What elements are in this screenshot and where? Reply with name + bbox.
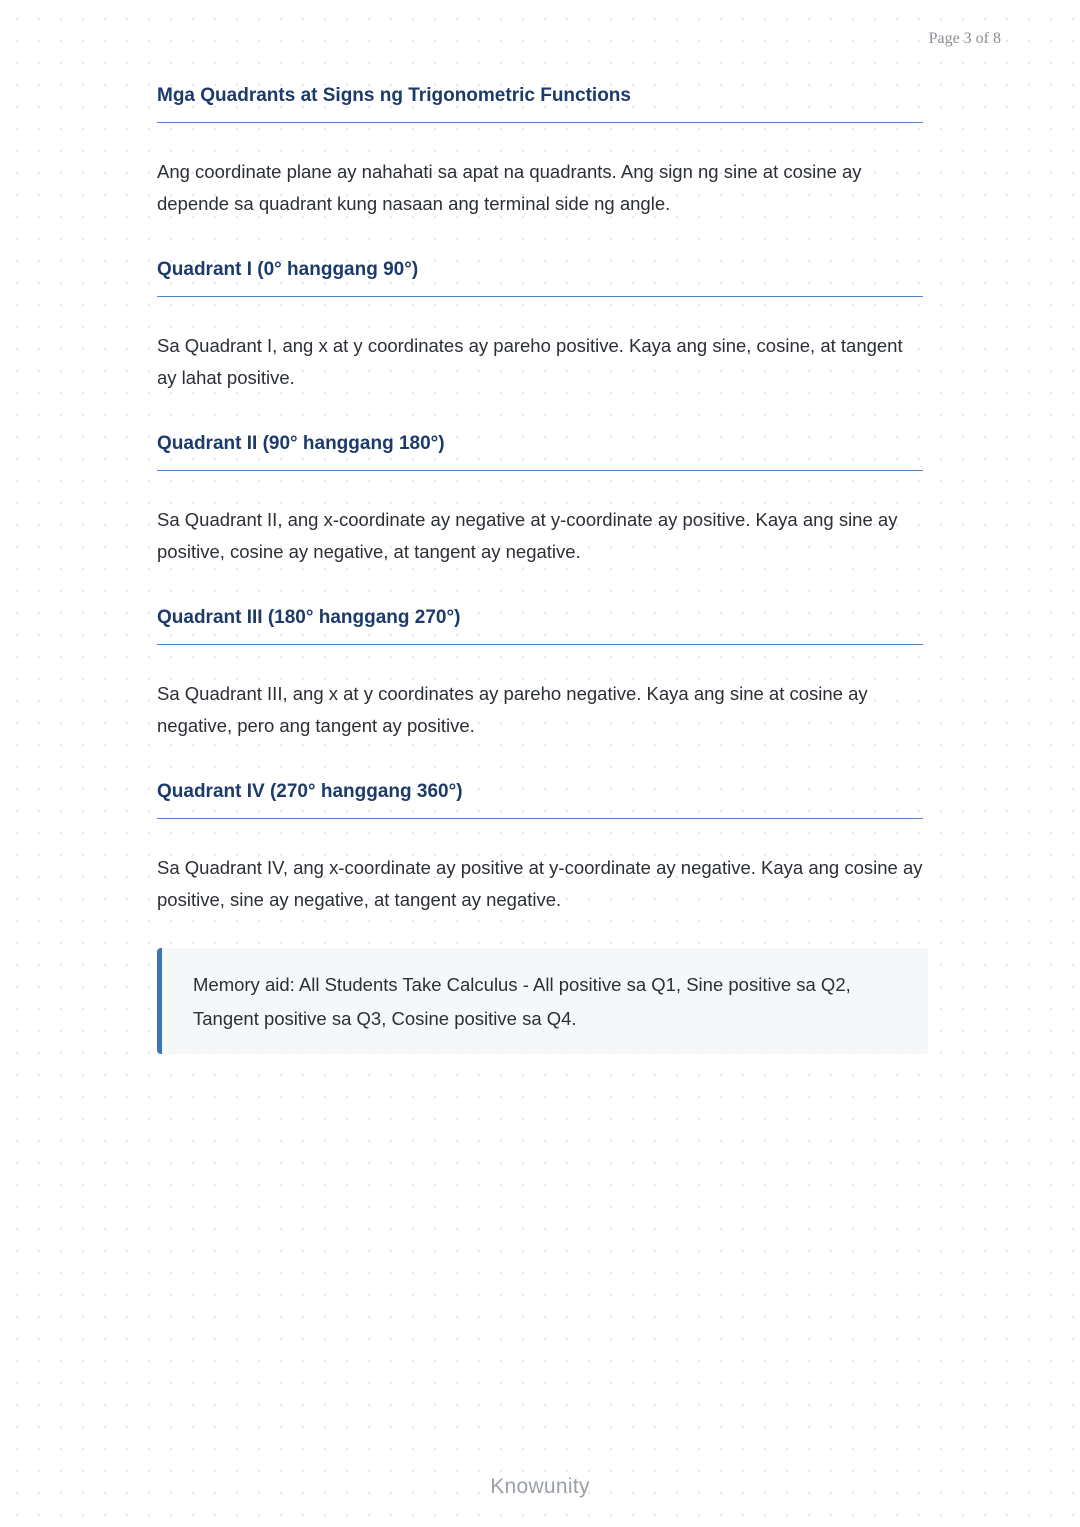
section-heading-quadrant-3: Quadrant III (180° hanggang 270°): [157, 606, 923, 645]
page-number: Page 3 of 8: [928, 30, 1001, 47]
memory-aid-text: Memory aid: All Students Take Calculus - All positive sa Q1, Sine positive sa Q2, Tangent positive sa Q3, Cosine positive sa Q4.: [193, 974, 851, 1029]
memory-aid-callout: [157, 948, 928, 1054]
section-heading-quadrant-2: Quadrant II (90° hanggang 180°): [157, 432, 923, 471]
section-body-quadrant-3: Sa Quadrant III, ang x at y coordinates ay pareho negative. Kaya ang sine at cosine ay negative, pero ang tangent ay positive.: [157, 683, 868, 736]
section-body-quadrant-4: Sa Quadrant IV, ang x-coordinate ay positive at y-coordinate ay negative. Kaya ang cosine ay positive, sine ay negative, at tangent ay negative.: [157, 857, 923, 910]
section-body-quadrant-2: Sa Quadrant II, ang x-coordinate ay negative at y-coordinate ay positive. Kaya ang sine ay positive, cosine ay negative, at tangent ay negative.: [157, 509, 898, 562]
section-body-quadrant-1: Sa Quadrant I, ang x at y coordinates ay pareho positive. Kaya ang sine, cosine, at tangent ay lahat positive.: [157, 335, 903, 388]
section-heading-quadrant-4: Quadrant IV (270° hanggang 360°): [157, 780, 923, 819]
footer-brand: Knowunity: [490, 1475, 590, 1498]
intro-paragraph: Ang coordinate plane ay nahahati sa apat na quadrants. Ang sign ng sine at cosine ay depende sa quadrant kung nasaan ang terminal side ng angle.: [157, 161, 862, 214]
document-title: Mga Quadrants at Signs ng Trigonometric Functions: [157, 84, 923, 123]
section-heading-quadrant-1: Quadrant I (0° hanggang 90°): [157, 258, 923, 297]
document-content: [157, 84, 923, 1054]
